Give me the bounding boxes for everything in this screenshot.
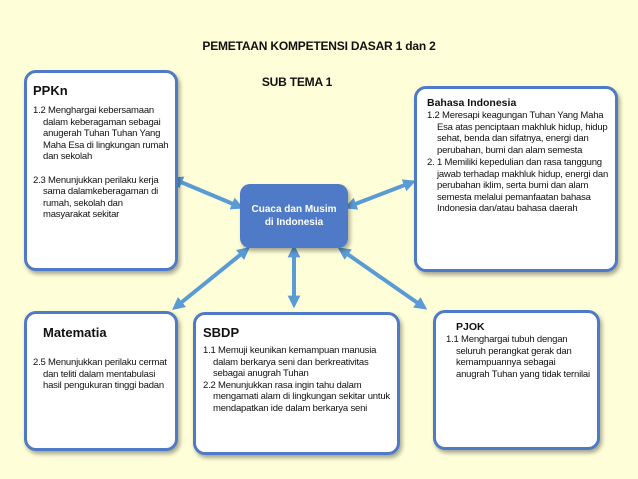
bahasa-title: Bahasa Indonesia [427,97,517,109]
pjok-kd-1: 1.1 Menghargai tubuh dengan seluruh perangkat gerak dan kemampuannya sebagai anugrah Tuhan yang tidak ternilai [446,334,590,380]
arrow-to-pjok [343,251,422,306]
matematika-kd-1: 2.5 Menunjukkan perilaku cermat dan teliti dalam mentabulasi hasil pengukuran tinggi badan [33,357,167,391]
center-line-1: Cuaca dan Musim [251,204,337,215]
pjok-title: PJOK [456,321,485,333]
bahasa-kd-1: 1.2 Meresapi keagungan Tuhan Yang Maha Esa atas penciptaan makhluk hidup, hidup sehat, benda dan sifatnya, energi dan perubahan, bumi dan alam semesta [427,110,608,156]
ppkn-title: PPKn [33,83,68,98]
arrow-to-ppkn [176,180,238,206]
arrow-to-bahasa [350,183,410,206]
ppkn-kd-2: 2.3 Menunjukkan perilaku kerja sama dalamkeberagaman di rumah, sekolah dan masyarakat sekitar [33,174,159,220]
sbdp-kd-2: 2.2 Menunjukkan rasa ingin tahu dalam mengamati alam di lingkungan sekitar untuk mendapatkan ide dalam berkarya seni [203,379,390,414]
center-line-2: di Indonesia [264,217,324,228]
arrow-to-matematika [177,251,245,306]
bahasa-indonesia-box [414,86,618,272]
central-theme-node [240,184,348,248]
pjok-box [433,310,600,450]
matematika-title: Matematia [43,325,107,340]
matematika-box [24,311,178,451]
page-subtitle: SUB TEMA 1 [261,75,333,89]
bahasa-kd-2: 2. 1 Memiliki kepedulian dan rasa tanggung jawab terhadap makhluk hidup, energi dan perubahan iklim, serta bumi dan alam semesta melalui pemanfaatan bahasa Indonesia dan/atau bahasa daerah [427,157,609,214]
sbdp-title: SBDP [203,325,240,340]
ppkn-box [24,70,178,271]
page-title: PEMETAAN KOMPETENSI DASAR 1 dan 2 [202,39,436,53]
sbdp-box [193,312,400,455]
ppkn-kd-1: 1.2 Menghargai kebersamaan dalam keberagaman sebagai anugerah Tuhan Tuhan Yang Maha Esa di lingkungan rumah dan sekolah [33,105,169,162]
sbdp-kd-1: 1.1 Memuji keunikan kemampuan manusia dalam berkarya seni dan berkreativitas sebagai anugrah Tuhan [203,345,377,379]
